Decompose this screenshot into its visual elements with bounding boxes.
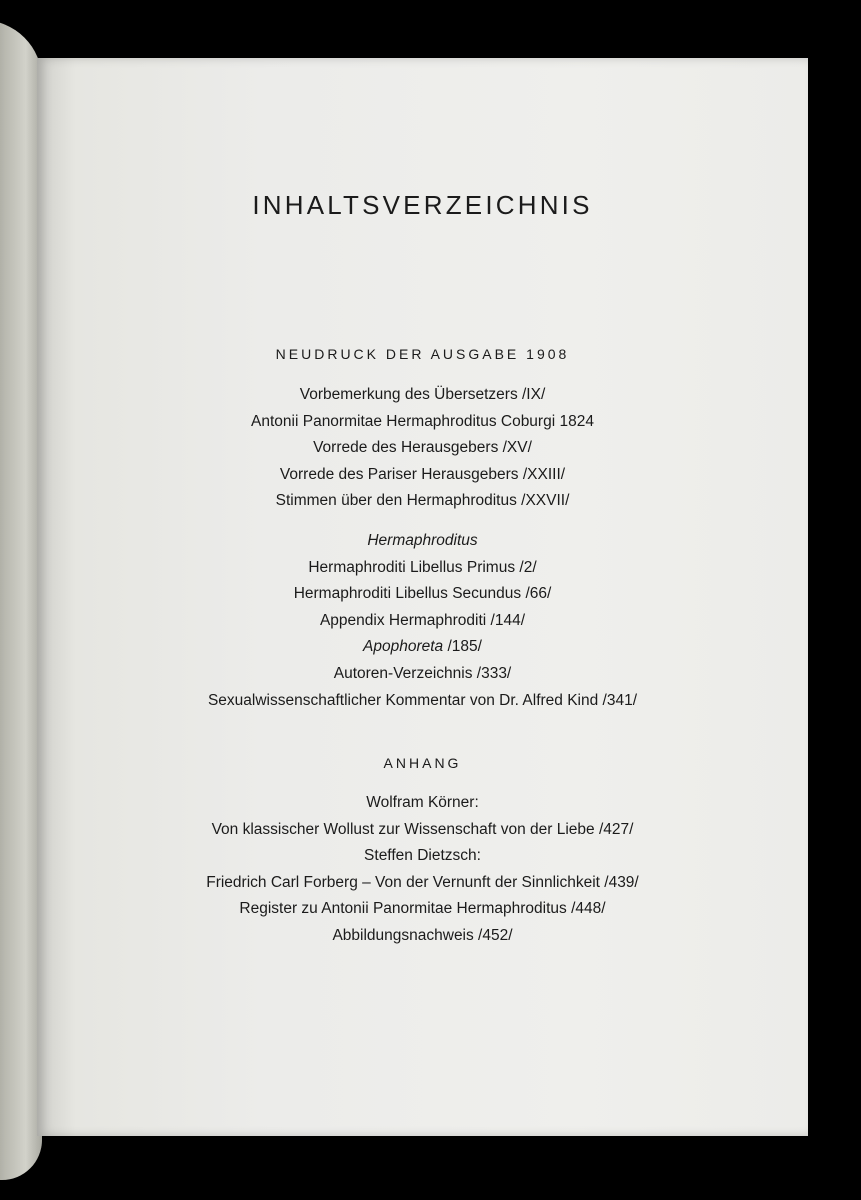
toc-list-anhang [37,790,808,950]
toc-list-neudruck [37,382,808,515]
toc-entry: Hermaphroditi Libellus Primus /2/ [308,558,537,576]
section-heading-anhang: ANHANG [383,755,462,771]
toc-entry: Abbildungsnachweis /452/ [332,926,513,944]
toc-entry: Autoren-Verzeichnis /333/ [333,664,512,682]
section-heading-neudruck: NEUDRUCK DER AUSGABE 1908 [275,346,570,362]
toc-entry: Vorrede des Herausgebers /XV/ [313,439,532,457]
toc-entry-apophoreta [37,634,808,661]
toc-entry: Vorrede des Pariser Herausgebers /XXIII/ [279,465,566,483]
toc-entry: Antonii Panormitae Hermaphroditus Coburgi 1824 [251,412,594,430]
toc-subheading: Hermaphroditus [367,532,478,549]
section-anhang [37,755,808,771]
section-neudruck [37,346,808,362]
apophoreta-page: /185/ [443,638,482,656]
book-page [37,58,808,1136]
toc-list-hermaphroditus [37,528,808,714]
toc-entry: Stimmen über den Hermaphroditus /XXVII/ [275,492,570,510]
toc-entry: Vorbemerkung des Übersetzers /IX/ [299,386,546,403]
toc-entry: Hermaphroditi Libellus Secundus /66/ [293,585,552,603]
toc-entry: Friedrich Carl Forberg – Von der Vernunft der Sinnlichkeit /439/ [206,873,639,891]
apophoreta-title: Apophoreta [363,638,444,656]
toc-entry: Appendix Hermaphroditi /144/ [319,611,526,629]
left-page-edge [0,20,42,1180]
page-title: INHALTSVERZEICHNIS [252,190,593,220]
toc-entry: Wolfram Körner: [366,794,479,811]
toc-entry: Steffen Dietzsch: [364,847,481,865]
toc-entry: Von klassischer Wollust zur Wissenschaft von der Liebe /427/ [211,820,634,838]
toc-entry: Sexualwissenschaftlicher Kommentar von Dr. Alfred Kind /341/ [207,691,638,709]
toc-entry: Register zu Antonii Panormitae Hermaphroditus /448/ [239,900,606,918]
